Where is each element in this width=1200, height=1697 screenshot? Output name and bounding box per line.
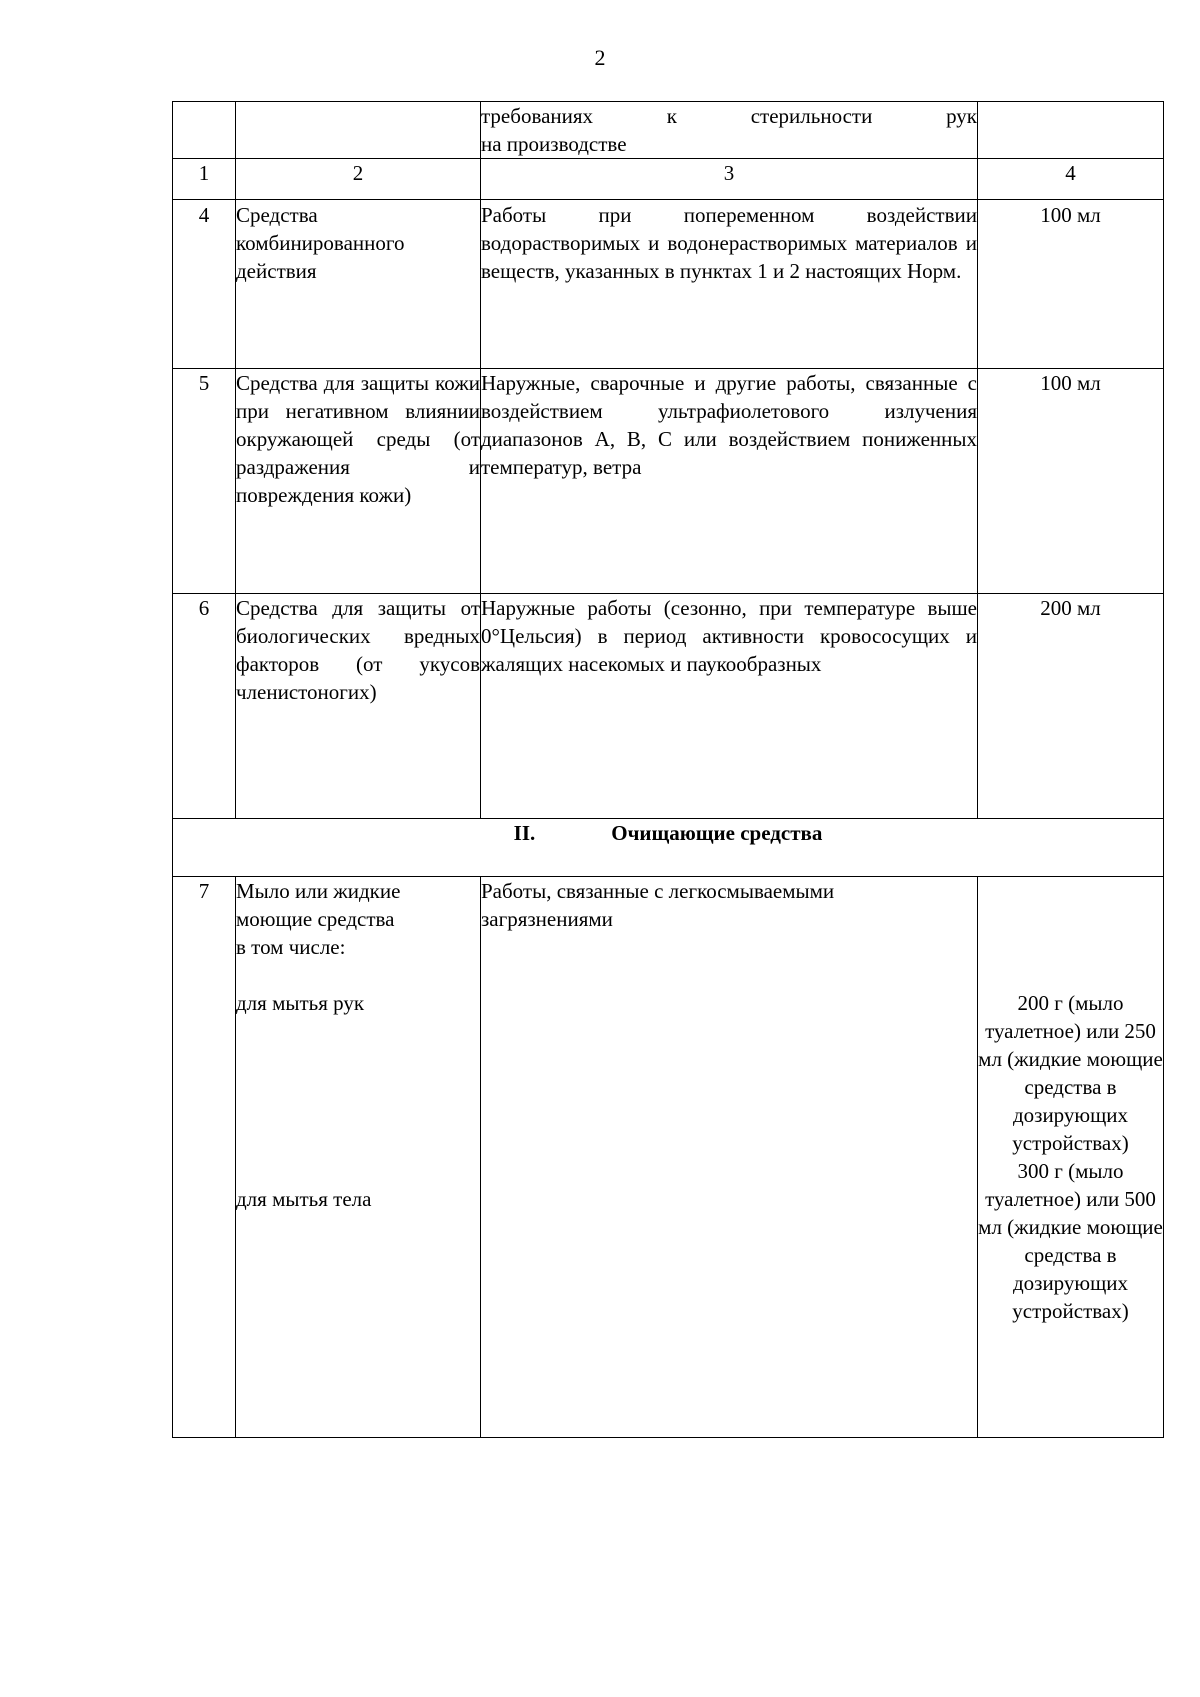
table-row bbox=[173, 369, 1164, 594]
table-row bbox=[173, 594, 1164, 819]
quantity-hands: 200 г (мыло туалетное) или 250 мл (жидкие моющие средства в дозирующих устройствах) bbox=[978, 991, 1163, 1155]
continuation-text-line: требованиях к стерильности рук bbox=[481, 104, 977, 128]
section-heading bbox=[173, 819, 1164, 877]
column-number: 2 bbox=[236, 159, 481, 200]
table-cell bbox=[236, 102, 481, 159]
product-name: Средства комбинированного действия bbox=[236, 200, 481, 369]
column-number: 1 bbox=[173, 159, 236, 200]
work-description-line: загрязнениями bbox=[481, 907, 613, 931]
subcategory-hands: для мытья рук bbox=[236, 991, 365, 1015]
product-name-line: Мыло или жидкие bbox=[236, 879, 401, 903]
continuation-row bbox=[173, 102, 1164, 159]
norms-table bbox=[172, 101, 1164, 1438]
product-name: Средства для защиты кожи при негативном влиянии окружающей среды (от раздражения и повреждения кожи) bbox=[236, 369, 481, 594]
quantity bbox=[978, 877, 1164, 1438]
column-number: 3 bbox=[481, 159, 978, 200]
product-name-line: моющие средства bbox=[236, 907, 395, 931]
quantity: 100 мл bbox=[978, 200, 1164, 369]
quantity-body: 300 г (мыло туалетное) или 500 мл (жидкие моющие средства в дозирующих устройствах) bbox=[978, 1159, 1163, 1323]
row-number: 5 bbox=[173, 369, 236, 594]
work-description bbox=[481, 877, 978, 1438]
row-number: 4 bbox=[173, 200, 236, 369]
table-row bbox=[173, 200, 1164, 369]
work-description: Наружные, сварочные и другие работы, связанные с воздействием ультрафиолетового излучения диапазонов А, В, С или воздействием пониженных температур, ветра bbox=[481, 369, 978, 594]
row-number: 7 bbox=[173, 877, 236, 1438]
section-row bbox=[173, 819, 1164, 877]
column-number-row bbox=[173, 159, 1164, 200]
table-cell bbox=[978, 102, 1164, 159]
product-name bbox=[236, 877, 481, 1438]
page-number: 2 bbox=[594, 45, 606, 70]
table-cell bbox=[481, 102, 978, 159]
product-name: Средства для защиты от биологических вредных факторов (от укусов членистоногих) bbox=[236, 594, 481, 819]
table-cell bbox=[173, 102, 236, 159]
subcategory-body: для мытья тела bbox=[236, 1187, 372, 1211]
table-row bbox=[173, 877, 1164, 1438]
continuation-text-line: на производстве bbox=[481, 132, 627, 156]
work-description: Наружные работы (сезонно, при температуре выше 0°Цельсия) в период активности кровососущих и жалящих насекомых и паукообразных bbox=[481, 594, 978, 819]
section-number: II. bbox=[513, 821, 536, 845]
row-number: 6 bbox=[173, 594, 236, 819]
product-name-line: в том числе: bbox=[236, 935, 346, 959]
column-number: 4 bbox=[978, 159, 1164, 200]
work-description: Работы при попеременном воздействии водорастворимых и водонерастворимых материалов и веществ, указанных в пунктах 1 и 2 настоящих Норм. bbox=[481, 200, 978, 369]
section-title: Очищающие средства bbox=[611, 821, 823, 845]
quantity: 100 мл bbox=[978, 369, 1164, 594]
work-description-line: Работы, связанные с легкосмываемыми bbox=[481, 879, 835, 903]
quantity: 200 мл bbox=[978, 594, 1164, 819]
